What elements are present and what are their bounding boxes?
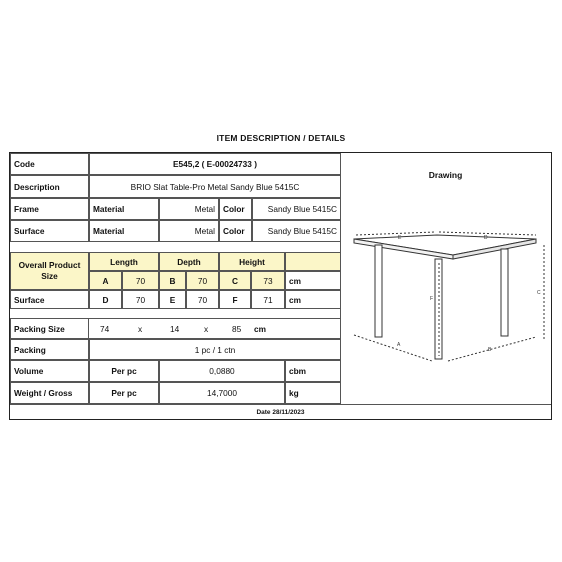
table-leg-right [501, 249, 508, 336]
overall-size-label [10, 252, 89, 290]
description-value: BRIO Slat Table-Pro Metal Sandy Blue 5415C [89, 175, 341, 198]
height-header: Height [219, 252, 285, 271]
packing-x2: x [204, 324, 209, 334]
table-top-edge [354, 239, 453, 259]
surface-f-letter: F [219, 290, 251, 309]
surface-label: Surface [10, 220, 89, 242]
length-header: Length [89, 252, 159, 271]
overall-a-value: 70 [122, 271, 159, 290]
surface-d-value: 70 [122, 290, 159, 309]
frame-label: Frame [10, 198, 89, 220]
dim-line-a [354, 335, 432, 361]
surface-d-letter: D [89, 290, 122, 309]
surface-color-label: Color [219, 220, 252, 242]
packing-value: 1 pc / 1 ctn [89, 339, 341, 360]
table-leg-left [375, 245, 382, 337]
weight-label: Weight / Gross [10, 382, 89, 404]
overall-b-letter: B [159, 271, 186, 290]
overall-c-value: 73 [251, 271, 285, 290]
packing-width: 14 [170, 324, 180, 334]
packing-label: Packing [10, 339, 89, 360]
packing-height: 85 [232, 324, 242, 334]
packing-length: 74 [100, 324, 110, 334]
frame-material-label: Material [89, 198, 159, 220]
dimensions-header-spacer [285, 252, 341, 271]
surface-material-label: Material [89, 220, 159, 242]
packing-size-label: Packing Size [10, 318, 89, 339]
frame-color-value: Sandy Blue 5415C [252, 198, 341, 220]
overall-c-letter: C [219, 271, 251, 290]
volume-value: 0,0880 [159, 360, 285, 382]
dim-label-e: E [398, 235, 402, 241]
surface-e-value: 70 [186, 290, 219, 309]
dim-label-d: D [484, 235, 488, 241]
volume-label: Volume [10, 360, 89, 382]
surface-unit: cm [285, 290, 341, 309]
overall-unit: cm [285, 271, 341, 290]
overall-size-label-line2: Size [41, 271, 58, 281]
volume-unit: cbm [285, 360, 341, 382]
dim-label-f: F [430, 296, 434, 302]
description-label: Description [10, 175, 89, 198]
date-footer: Date 28/11/2023 [10, 404, 551, 419]
page-title: ITEM DESCRIPTION / DETAILS [216, 133, 346, 143]
table-top-edge-right [453, 239, 536, 259]
frame-color-label: Color [219, 198, 252, 220]
dim-label-b: B [488, 347, 492, 353]
packing-x1: x [138, 324, 143, 334]
surface-e-letter: E [159, 290, 186, 309]
dim-line-e [356, 232, 435, 235]
frame-material-value: Metal [159, 198, 219, 220]
weight-per: Per pc [89, 382, 159, 404]
dim-label-c: C [537, 290, 541, 296]
dim-label-a: A [397, 342, 401, 348]
table-drawing [340, 153, 551, 404]
code-value: E545,2 ( E-00024733 ) [89, 153, 341, 175]
packing-size-values [89, 318, 341, 339]
surface-color-value: Sandy Blue 5415C [252, 220, 341, 242]
packing-unit: cm [254, 324, 266, 334]
volume-per: Per pc [89, 360, 159, 382]
weight-unit: kg [285, 382, 341, 404]
overall-size-label-line1: Overall Product [18, 260, 81, 270]
code-label: Code [10, 153, 89, 175]
surface-dim-label: Surface [10, 290, 89, 309]
weight-value: 14,7000 [159, 382, 285, 404]
surface-f-value: 71 [251, 290, 285, 309]
dim-line-b [448, 337, 536, 361]
depth-header: Depth [159, 252, 219, 271]
overall-b-value: 70 [186, 271, 219, 290]
overall-a-letter: A [89, 271, 122, 290]
drawing-label: Drawing [428, 170, 463, 180]
surface-material-value: Metal [159, 220, 219, 242]
